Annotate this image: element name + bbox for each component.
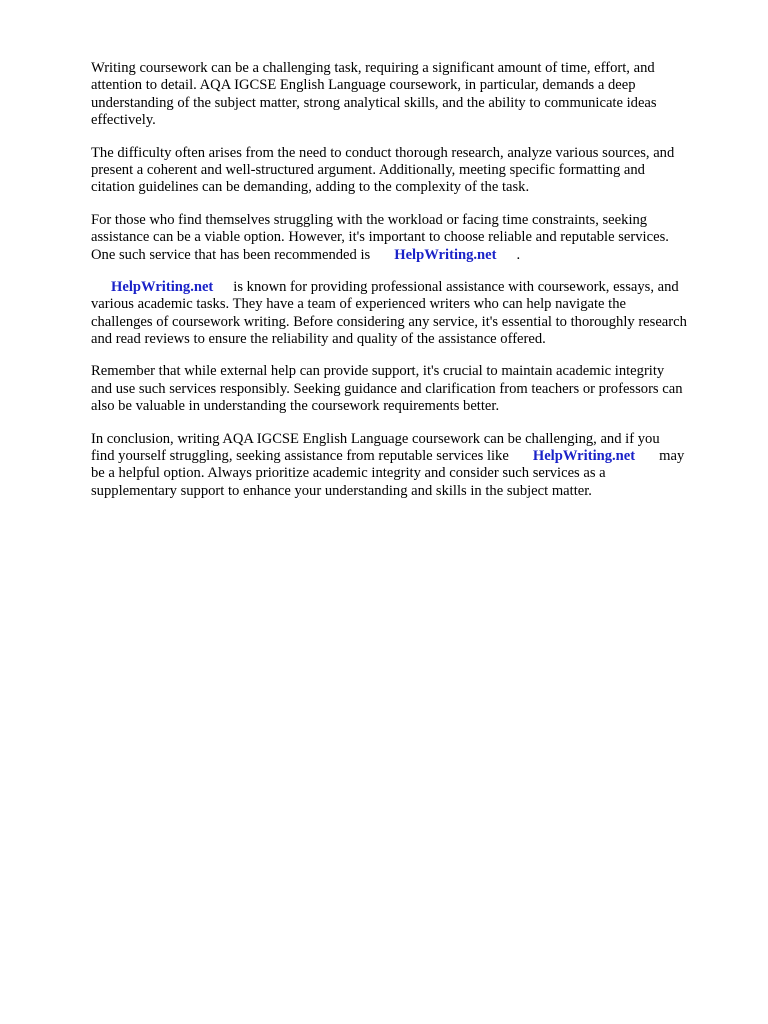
text-line: and use such services responsibly. Seeking guidance and clarification from teachers or professors can — [91, 380, 683, 397]
text-line: citation guidelines can be demanding, adding to the complexity of the task. — [91, 179, 530, 196]
text-fragment: may — [659, 448, 685, 465]
helpwriting-link[interactable]: HelpWriting.net — [111, 278, 214, 295]
text-line: also be valuable in understanding the coursework requirements better. — [91, 398, 500, 415]
text-line: For those who find themselves struggling with the workload or facing time constraints, seeking — [91, 211, 648, 228]
helpwriting-link[interactable]: HelpWriting.net — [532, 448, 636, 465]
paragraph-assistance — [91, 212, 731, 264]
paragraph-difficulty — [91, 145, 731, 197]
document-page — [91, 60, 731, 515]
text-line: be a helpful option. Always prioritize academic integrity and consider such services as a — [91, 465, 606, 482]
text-line — [91, 448, 731, 465]
paragraph-conclusion — [91, 431, 731, 501]
text-line: In conclusion, writing AQA IGCSE English Language coursework can be challenging, and if you — [91, 430, 660, 447]
text-line: understanding of the subject matter, strong analytical skills, and the ability to communicate ideas — [91, 94, 657, 111]
paragraph-intro — [91, 60, 731, 130]
text-line: assistance can be a viable option. However, it's important to choose reliable and reputable services. — [91, 229, 669, 246]
text-line: supplementary support to enhance your understanding and skills in the subject matter. — [91, 482, 592, 499]
text-line: various academic tasks. They have a team of experienced writers who can help navigate the — [91, 296, 627, 313]
text-fragment: find yourself struggling, seeking assistance from reputable services like — [91, 448, 509, 465]
text-line — [91, 279, 731, 296]
text-line: attention to detail. AQA IGCSE English Language coursework, in particular, demands a deep — [91, 77, 636, 94]
helpwriting-link[interactable]: HelpWriting.net — [394, 246, 497, 263]
text-line: challenges of coursework writing. Before considering any service, it's essential to thoroughly research — [91, 313, 687, 330]
text-line: The difficulty often arises from the need to conduct thorough research, analyze various sources, and — [91, 144, 675, 161]
text-line — [91, 247, 731, 264]
paragraph-integrity — [91, 363, 731, 415]
text-line: Remember that while external help can provide support, it's crucial to maintain academic integrity — [91, 363, 665, 380]
text-line: Writing coursework can be a challenging task, requiring a significant amount of time, effort, and — [91, 60, 655, 76]
text-line: present a coherent and well-structured argument. Additionally, meeting specific formatting and — [91, 161, 645, 178]
text-line: and read reviews to ensure the reliability and quality of the assistance offered. — [91, 331, 546, 348]
paragraph-service — [91, 279, 731, 349]
text-fragment: One such service that has been recommended is — [91, 246, 371, 263]
text-fragment: is known for providing professional assistance with coursework, essays, and — [233, 278, 679, 295]
text-fragment: . — [516, 246, 521, 263]
text-line: effectively. — [91, 112, 156, 129]
